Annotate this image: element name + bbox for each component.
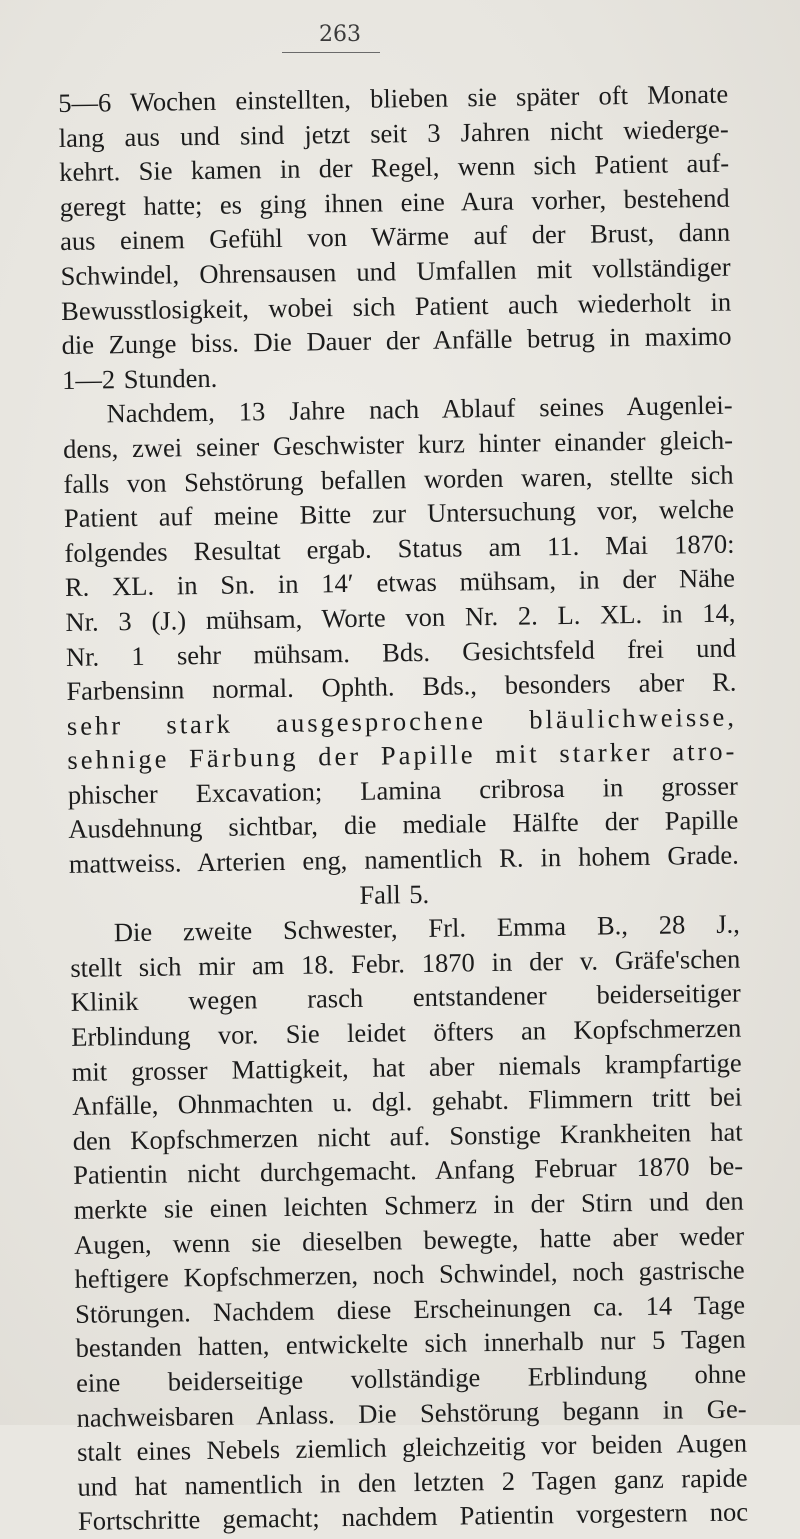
text-line: lang aus und sind jetzt seit 3 Jahren nicht wiederge- [58, 113, 729, 153]
text-line: stellt sich mir am 18. Febr. 1870 in der v. Gräfe'schen [70, 943, 741, 983]
text-line: nachweisbaren Anlass. Die Sehstörung begann in Ge- [76, 1393, 747, 1433]
paragraph-start-line: Die zweite Schwester, Frl. Emma B., 28 J., [113, 908, 740, 948]
text-line: R. XL. in Sn. in 14′ etwas mühsam, in der Nähe [64, 562, 736, 603]
text-line: geregt hatte; es ging ihnen eine Aura vorher, bestehend [59, 182, 730, 222]
text-line: phischer Excavation; Lamina cribrosa in grosser [67, 770, 739, 810]
text-line: Klinik wegen rasch entstandener beiderseitiger [70, 977, 741, 1018]
text-line: mit grosser Mattigkeit, hat aber niemals krampfartige [71, 1047, 742, 1087]
paragraph-start-line: Nachdem, 13 Jahre nach Ablauf seines Augenlei- [106, 389, 733, 429]
text-line: Augen, wenn sie dieselben bewegte, hatte aber weder [73, 1220, 745, 1260]
text-line: folgendes Resultat ergab. Status am 11. Mai 1870: [64, 528, 735, 568]
text-line: Anfälle, Ohnmachten u. dgl. gehabt. Flimmern tritt bei [72, 1081, 743, 1122]
text-line: mattweiss. Arterien eng, namentlich R. in hohem Grade. [68, 839, 740, 879]
text-line: Schwindel, Ohrensausen und Umfallen mit vollständiger [60, 251, 731, 291]
text-line: Farbensinn normal. Ophth. Bds., besonders aber R. [66, 666, 737, 707]
text-line: Erblindung vor. Sie leidet öfters an Kopfschmerzen [71, 1012, 742, 1052]
text-line: und hat namentlich in den letzten 2 Tagen ganz rapide [77, 1462, 748, 1502]
text-line: merkte sie einen leichten Schmerz in der Stirn und den [73, 1185, 744, 1225]
text-line: aus einem Gefühl von Wärme auf der Brust, dann [59, 217, 731, 257]
text-line: Ausdehnung sichtbar, die mediale Hälfte der Papille [68, 805, 739, 845]
text-line: Nr. 1 sehr mühsam. Bds. Gesichtsfeld frei und [65, 632, 737, 672]
text-line: Störungen. Nachdem diese Erscheinungen ca. 14 Tage [74, 1289, 746, 1329]
text-line: stalt eines Nebels ziemlich gleichzeitig vor beiden Augen [76, 1427, 748, 1468]
text-line: die Zunge biss. Die Dauer der Anfälle betrug in maximo [61, 320, 732, 361]
text-line: 5—6 Wochen einstellten, blieben sie später oft Monate [58, 78, 729, 118]
text-line: Fortschritte gemacht; nachdem Patientin vorgestern noc [77, 1496, 749, 1537]
text-line: dens, zwei seiner Geschwister kurz hinter einander gleich- [62, 424, 734, 464]
text-line: den Kopfschmerzen nicht auf. Sonstige Krankheiten hat [72, 1116, 743, 1156]
page-number-rule [282, 52, 380, 53]
text-line: kehrt. Sie kamen in der Regel, wenn sich Patient auf- [58, 147, 730, 188]
text-line: Patient auf meine Bitte zur Untersuchung vor, welche [63, 493, 735, 534]
text-line: sehnige Färbung der Papille mit starker atro- [67, 735, 738, 776]
text-line: bestanden hatten, entwickelte sich innerhalb nur 5 Tagen [75, 1323, 746, 1364]
text-line: heftigere Kopfschmerzen, noch Schwindel, noch gastrische [74, 1254, 745, 1295]
page-number: 263 [319, 22, 361, 47]
text-line: sehr stark ausgesprochene bläulichweisse, [66, 701, 738, 741]
text-line: Patientin nicht durchgemacht. Anfang Februar 1870 be- [73, 1150, 744, 1191]
text-line: 1—2 Stunden. [61, 362, 218, 395]
text-line: eine beiderseitige vollständige Erblindung ohne [75, 1358, 747, 1398]
text-line: falls von Sehstörung befallen worden waren, stellte sich [63, 459, 734, 499]
text-line: Nr. 3 (J.) mühsam, Worte von Nr. 2. L. XL. in 14, [65, 597, 736, 637]
text-line: Bewusstlosigkeit, wobei sich Patient auch wiederholt in [60, 286, 732, 326]
section-heading: Fall 5. [359, 878, 430, 910]
body-text [58, 77, 748, 1539]
